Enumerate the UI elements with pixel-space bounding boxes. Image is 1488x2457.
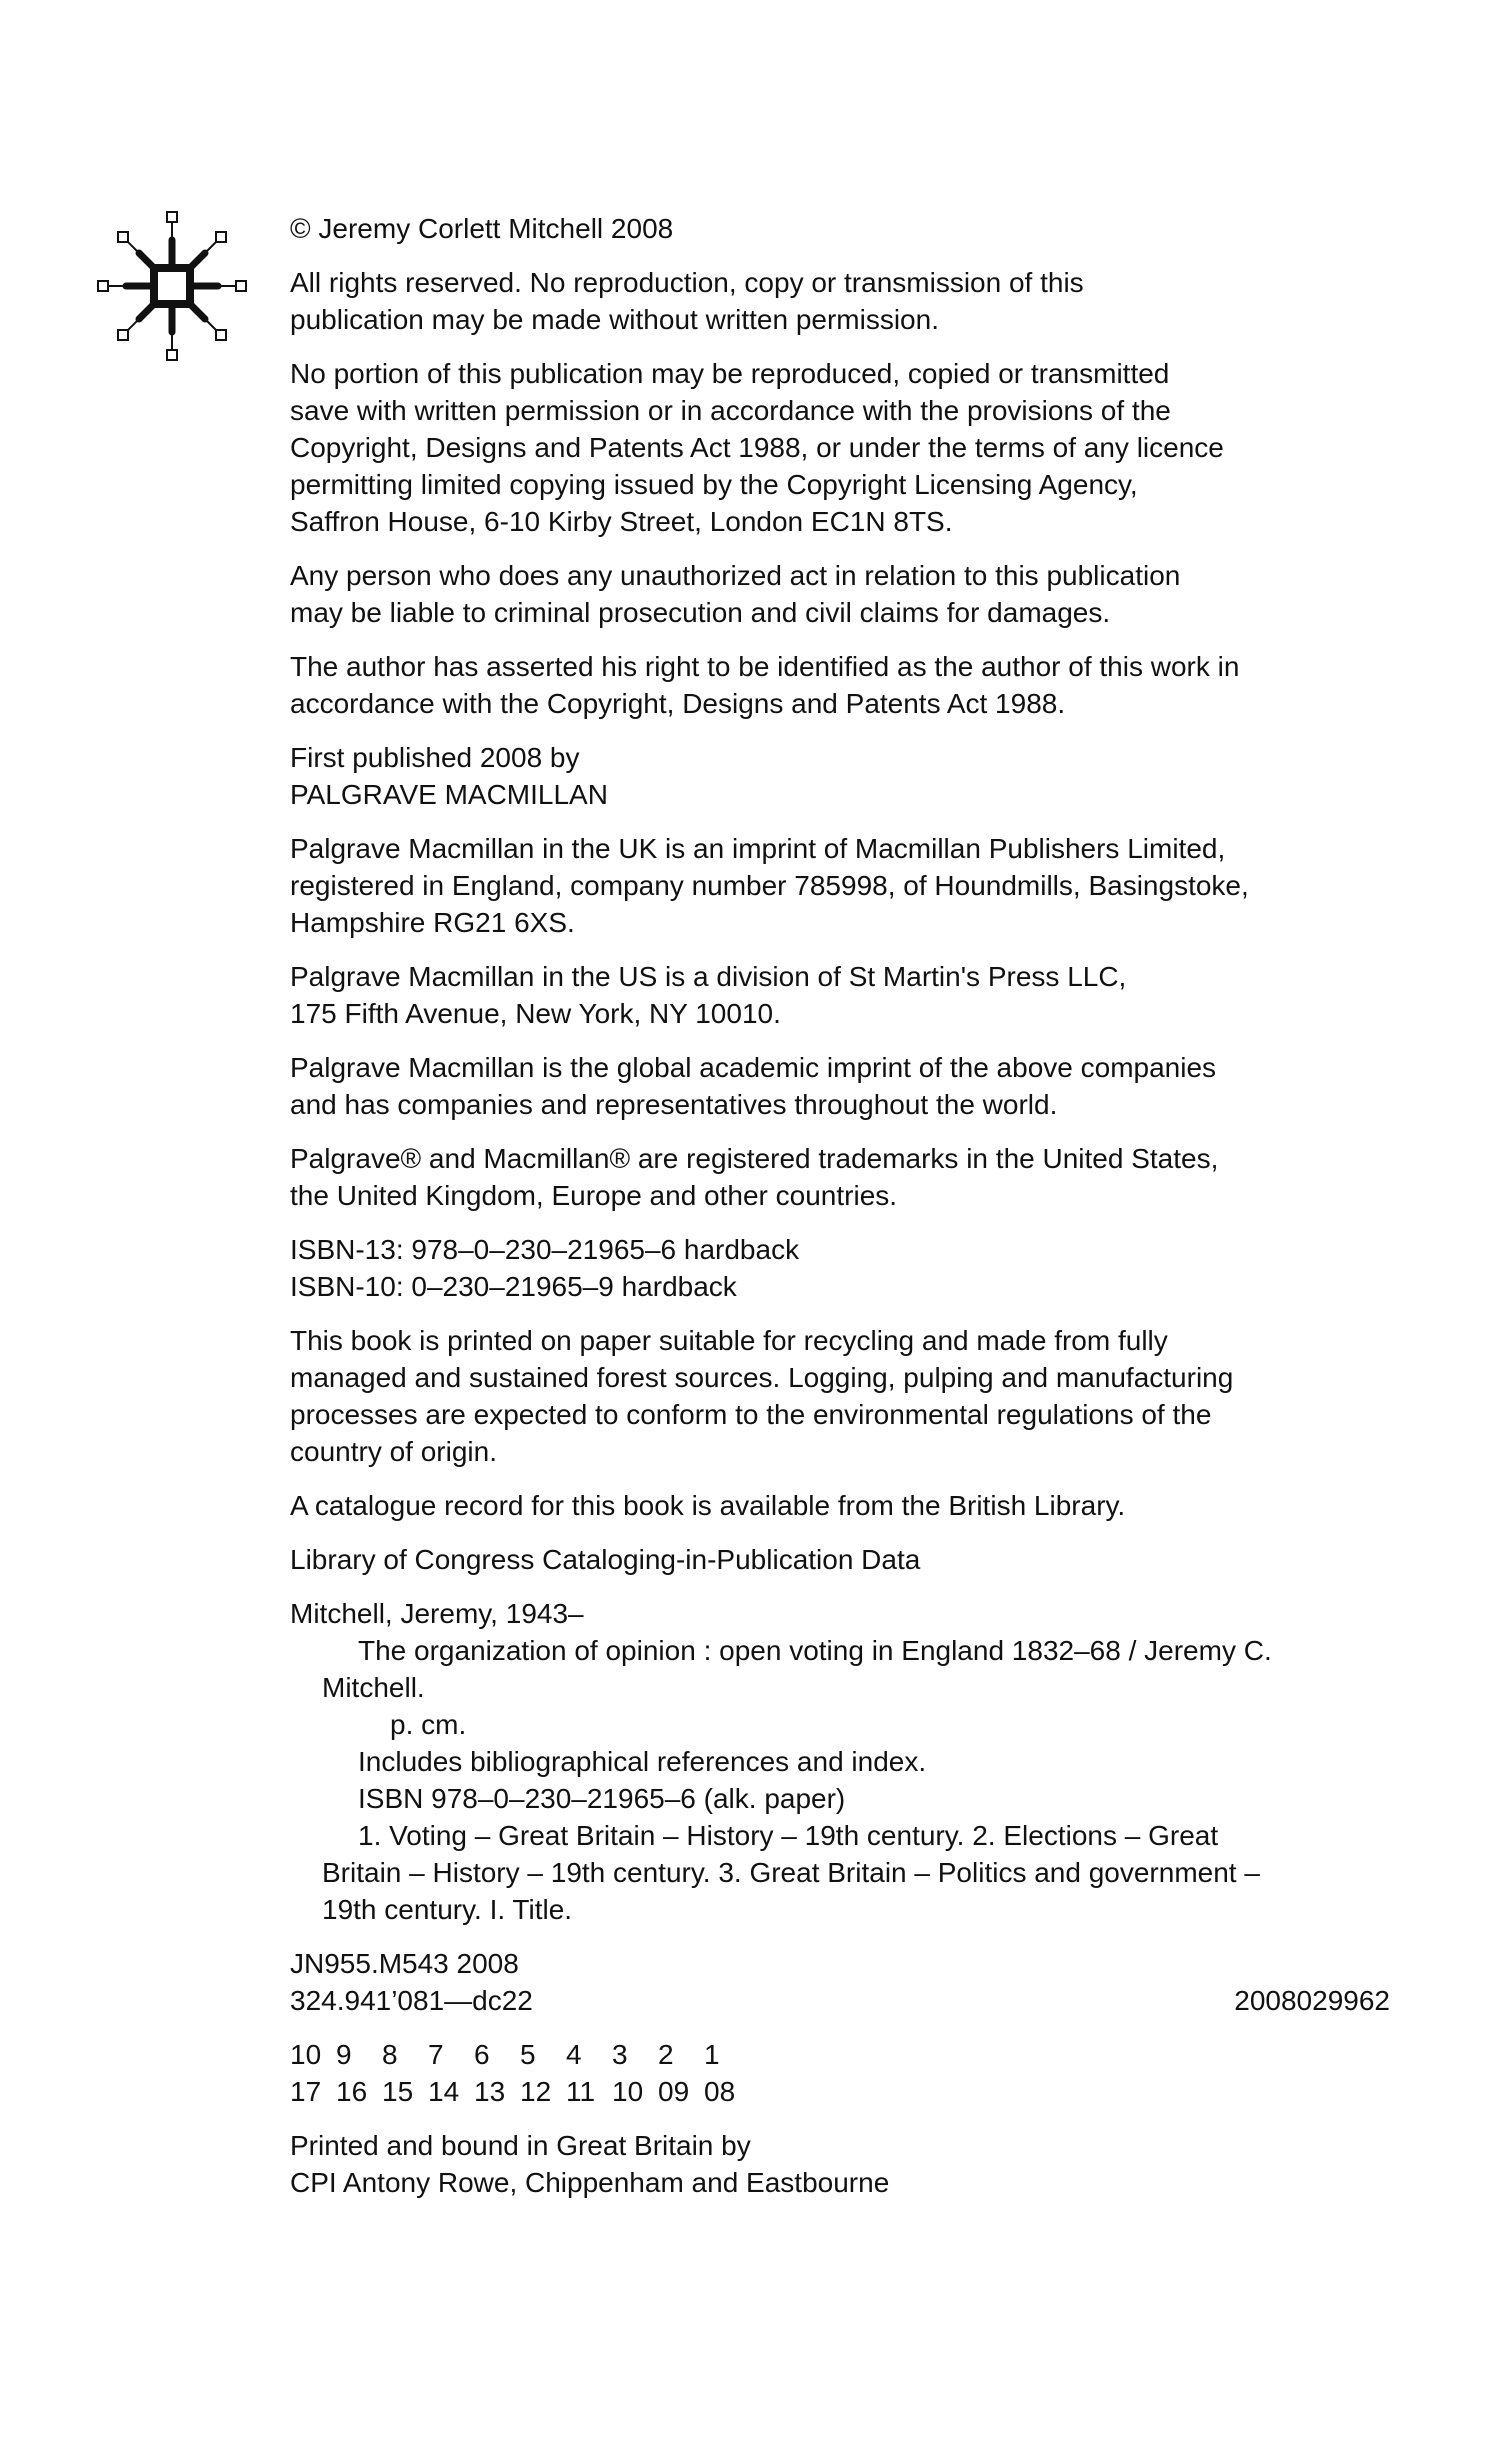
text-line: accordance with the Copyright, Designs and Patents Act 1988. xyxy=(290,688,1066,719)
text-line: may be liable to criminal prosecution and civil claims for damages. xyxy=(290,597,1111,628)
cip-isbn: ISBN 978–0–230–21965–6 (alk. paper) xyxy=(358,1783,846,1814)
text-line: This book is printed on paper suitable for recycling and made from fully xyxy=(290,1325,1168,1356)
text-line: 175 Fifth Avenue, New York, NY 10010. xyxy=(290,998,781,1029)
cip-subjects: 1. Voting – Great Britain – History – 19th century. 2. Elections – Great xyxy=(358,1820,1219,1851)
classification-block xyxy=(290,1945,1390,2019)
copyright-line-text: © Jeremy Corlett Mitchell 2008 xyxy=(290,213,674,244)
cip-title-continued: Mitchell. xyxy=(322,1672,425,1703)
print-year: 08 xyxy=(704,2076,736,2107)
rights-reserved-paragraph xyxy=(290,264,1390,338)
no-portion-paragraph xyxy=(290,355,1390,540)
print-number: 5 xyxy=(520,2039,536,2070)
print-number: 8 xyxy=(382,2039,398,2070)
printer-name: CPI Antony Rowe, Chippenham and Eastbourne xyxy=(290,2167,890,2198)
text-line: No portion of this publication may be reproduced, copied or transmitted xyxy=(290,358,1170,389)
publisher-logo-icon xyxy=(92,206,252,366)
text-line: managed and sustained forest sources. Logging, pulping and manufacturing xyxy=(290,1362,1234,1393)
text-line: Palgrave Macmillan is the global academic imprint of the above companies xyxy=(290,1052,1217,1083)
print-lines xyxy=(290,2036,1390,2110)
trademarks-paragraph xyxy=(290,1140,1390,1214)
text-line: Hampshire RG21 6XS. xyxy=(290,907,575,938)
print-number: 4 xyxy=(566,2039,582,2070)
print-year: 15 xyxy=(382,2076,414,2107)
print-year: 13 xyxy=(474,2076,506,2107)
palgrave-uk-paragraph xyxy=(290,830,1390,941)
print-number: 2 xyxy=(658,2039,674,2070)
print-number: 7 xyxy=(428,2039,444,2070)
text-line: publication may be made without written permission. xyxy=(290,304,939,335)
print-year: 12 xyxy=(520,2076,552,2107)
print-year: 10 xyxy=(612,2076,644,2107)
isbn-paragraph xyxy=(290,1231,1390,1305)
print-line-impression xyxy=(290,2036,1390,2073)
text-line: country of origin. xyxy=(290,1436,497,1467)
print-number: 1 xyxy=(704,2039,720,2070)
text-line: Copyright, Designs and Patents Act 1988, or under the terms of any licence xyxy=(290,432,1224,463)
first-published-paragraph xyxy=(290,739,1390,813)
cip-subjects-continued: 19th century. I. Title. xyxy=(322,1894,573,1925)
print-number: 6 xyxy=(474,2039,490,2070)
print-year: 11 xyxy=(566,2076,596,2107)
text-line: registered in England, company number 785998, of Houndmills, Basingstoke, xyxy=(290,870,1249,901)
text-line: Saffron House, 6-10 Kirby Street, London EC1N 8TS. xyxy=(290,506,953,537)
text-line: All rights reserved. No reproduction, copy or transmission of this xyxy=(290,267,1084,298)
cip-data-block xyxy=(290,1595,1390,1928)
copyright-text xyxy=(290,210,1390,2218)
text-line: Any person who does any unauthorized act in relation to this publication xyxy=(290,560,1181,591)
text-line: The author has asserted his right to be identified as the author of this work in xyxy=(290,651,1240,682)
print-number: 9 xyxy=(336,2039,352,2070)
print-number: 3 xyxy=(612,2039,628,2070)
text-line: save with written permission or in accordance with the provisions of the xyxy=(290,395,1171,426)
classification-row xyxy=(290,1982,1390,2019)
cip-pages: p. cm. xyxy=(390,1709,467,1740)
text-line: processes are expected to conform to the environmental regulations of the xyxy=(290,1399,1212,1430)
cip-includes: Includes bibliographical references and index. xyxy=(358,1746,927,1777)
print-year: 14 xyxy=(428,2076,460,2107)
text-line: Palgrave Macmillan in the US is a division of St Martin's Press LLC, xyxy=(290,961,1127,992)
copyright-line xyxy=(290,210,1390,247)
palgrave-global-paragraph xyxy=(290,1049,1390,1123)
isbn-13: ISBN-13: 978–0–230–21965–6 hardback xyxy=(290,1234,800,1265)
cip-title: The organization of opinion : open voting in England 1832–68 / Jeremy C. xyxy=(358,1635,1272,1666)
print-line-year xyxy=(290,2073,1390,2110)
catalogue-record-paragraph xyxy=(290,1487,1390,1524)
printed-by-paragraph xyxy=(290,2127,1390,2201)
lc-call-number: JN955.M543 2008 xyxy=(290,1948,519,1979)
dewey-number: 324.941’081—dc22 xyxy=(290,1985,533,2016)
cip-author: Mitchell, Jeremy, 1943– xyxy=(290,1598,584,1629)
loc-heading-paragraph xyxy=(290,1541,1390,1578)
print-number: 10 xyxy=(290,2039,322,2070)
text-line: Palgrave Macmillan in the UK is an imprint of Macmillan Publishers Limited, xyxy=(290,833,1226,864)
print-year: 09 xyxy=(658,2076,690,2107)
unauthorized-act-paragraph xyxy=(290,557,1390,631)
text-line: First published 2008 by xyxy=(290,742,580,773)
paper-paragraph xyxy=(290,1322,1390,1470)
print-year: 17 xyxy=(290,2076,322,2107)
author-asserted-paragraph xyxy=(290,648,1390,722)
text-line: Printed and bound in Great Britain by xyxy=(290,2130,751,2161)
text-line: and has companies and representatives throughout the world. xyxy=(290,1089,1058,1120)
isbn-10: ISBN-10: 0–230–21965–9 hardback xyxy=(290,1271,737,1302)
palgrave-us-paragraph xyxy=(290,958,1390,1032)
print-year: 16 xyxy=(336,2076,368,2107)
text-line: the United Kingdom, Europe and other countries. xyxy=(290,1180,898,1211)
text-line: A catalogue record for this book is available from the British Library. xyxy=(290,1490,1126,1521)
publisher-name: PALGRAVE MACMILLAN xyxy=(290,779,608,810)
text-line: Palgrave® and Macmillan® are registered trademarks in the United States, xyxy=(290,1143,1219,1174)
cip-subjects-continued: Britain – History – 19th century. 3. Great Britain – Politics and government – xyxy=(322,1857,1260,1888)
text-line: Library of Congress Cataloging-in-Publication Data xyxy=(290,1544,921,1575)
text-line: permitting limited copying issued by the Copyright Licensing Agency, xyxy=(290,469,1138,500)
lccn: 2008029962 xyxy=(1234,1985,1390,2016)
